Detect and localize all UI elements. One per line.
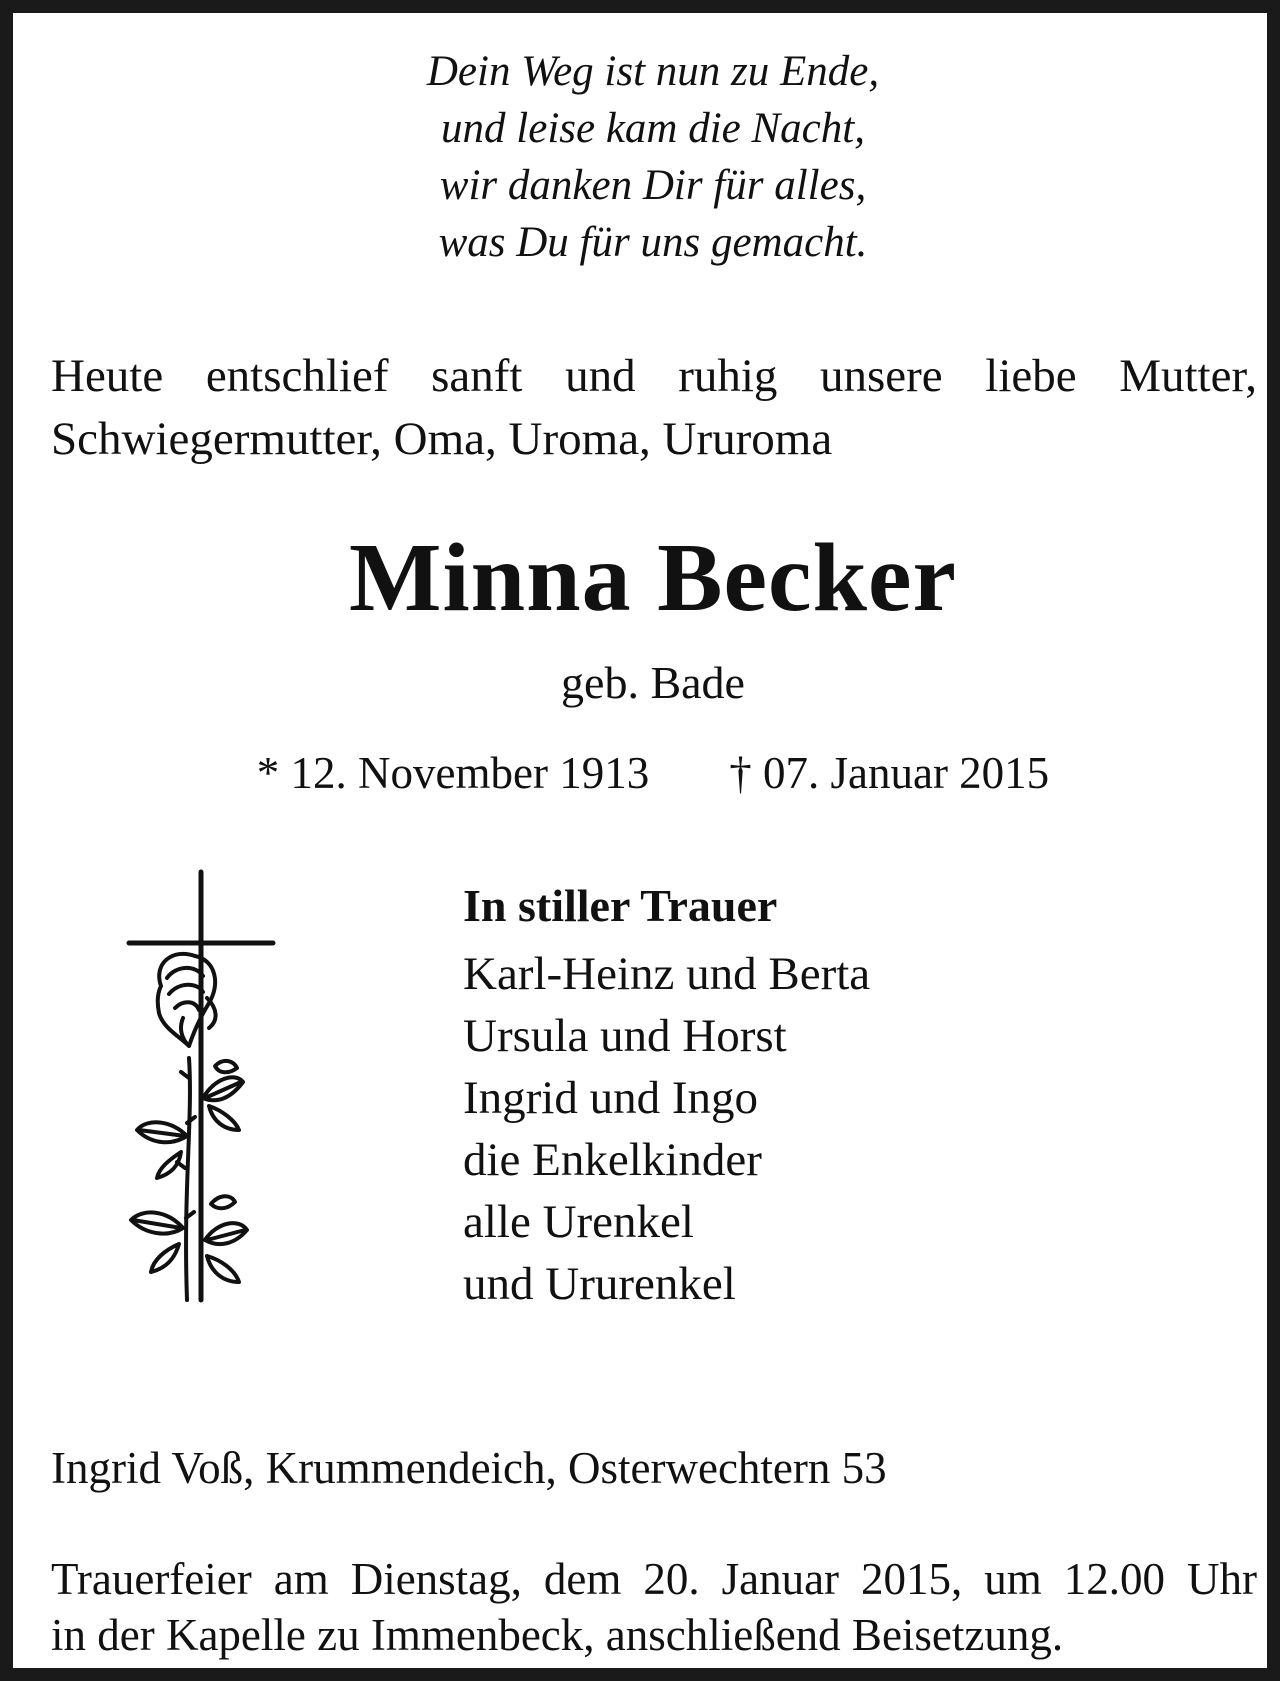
funeral-line: Trauerfeier am Dienstag, dem 20. Januar 2015, um 12.00 Uhr: [51, 1554, 1257, 1604]
mourner-entry: die Enkelkinder: [463, 1134, 762, 1186]
poem-line: was Du für uns gemacht.: [438, 219, 868, 266]
poem-line: Dein Weg ist nun zu Ende,: [426, 48, 880, 95]
mourner-entry: Karl-Heinz und Berta: [463, 948, 871, 1000]
deceased-name: Minna Becker: [348, 524, 958, 632]
funeral-line: in der Kapelle zu Immenbeck, anschließend Beisetzung.: [51, 1610, 1064, 1660]
maiden-name: geb. Bade: [561, 657, 745, 708]
funeral-notice: [51, 1551, 1257, 1663]
family-address: Ingrid Voß, Krummendeich, Osterwechtern 53: [51, 1443, 887, 1493]
mourners-block: [463, 875, 1223, 1315]
poem-line: und leise kam die Nacht,: [441, 105, 865, 152]
mourner-entry: Ingrid und Ingo: [463, 1072, 759, 1124]
birth-date: * 12. November 1913: [256, 748, 650, 798]
death-date: † 07. Januar 2015: [729, 748, 1050, 798]
intro-text: [51, 345, 1257, 471]
intro-line: Schwiegermutter, Oma, Uroma, Ururoma: [51, 413, 833, 465]
mourner-entry: alle Urenkel: [463, 1196, 694, 1248]
cross-with-rose-icon: [123, 868, 283, 1308]
mourner-entry: und Ururenkel: [463, 1258, 736, 1310]
mourner-entry: Ursula und Horst: [463, 1010, 787, 1062]
poem: [13, 43, 1280, 271]
life-dates: [13, 743, 1280, 803]
poem-line: wir danken Dir für alles,: [439, 162, 867, 209]
mourners-heading: In stiller Trauer: [463, 880, 778, 931]
intro-line: Heute entschlief sanft und ruhig unsere liebe Mutter,: [51, 350, 1257, 402]
